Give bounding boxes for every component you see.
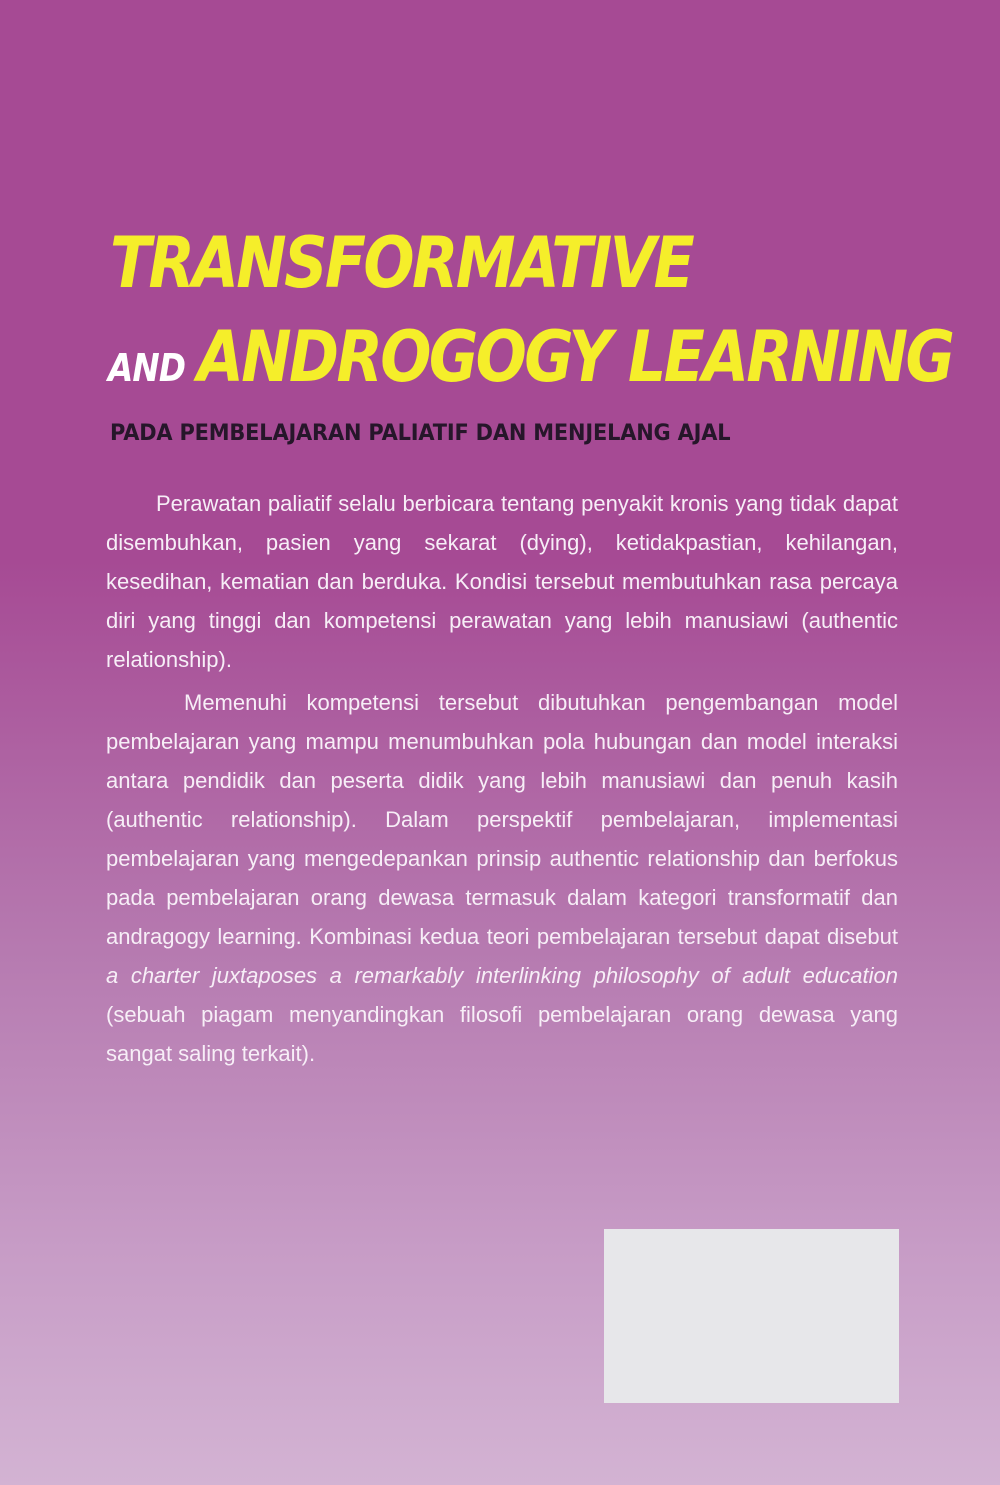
barcode-placeholder — [604, 1229, 899, 1403]
paragraph-2-text: Memenuhi kompetensi tersebut dibutuhkan pengembangan model pembelajaran yang mampu menumbuhkan pola hubungan dan model interaksi antara pendidik dan peserta didik yang lebih manusiawi dan penuh kasih (authentic relationship). Dalam perspektif pembelajaran, implementasi pembelajaran yang mengedepankan prinsip authentic relationship dan berfokus pada pembelajaran orang dewasa termasuk dalam kategori transformatif dan andragogy learning. Kombinasi kedua teori pembelajaran tersebut dapat disebut — [106, 690, 898, 949]
title-and: AND — [108, 346, 186, 390]
title-androgogy-learning: ANDROGOGY LEARNING — [197, 316, 953, 398]
paragraph-2-italic-quote: a charter juxtaposes a remarkably interlinking philosophy of adult education — [106, 963, 898, 988]
subtitle: PADA PEMBELAJARAN PALIATIF DAN MENJELANG AJAL — [110, 420, 731, 446]
title-line-1: TRANSFORMATIVE — [110, 222, 693, 304]
title-line-2 — [108, 316, 953, 398]
paragraph-2-end: (sebuah piagam menyandingkan filosofi pembelajaran orang dewasa yang sangat saling terkait). — [106, 1002, 898, 1066]
synopsis-paragraph-2 — [106, 683, 898, 1073]
synopsis-paragraph-1: Perawatan paliatif selalu berbicara tentang penyakit kronis yang tidak dapat disembuhkan, pasien yang sekarat (dying), ketidakpastian, kehilangan, kesedihan, kematian dan berduka. Kondisi tersebut membutuhkan rasa percaya diri yang tinggi dan kompetensi perawatan yang lebih manusiawi (authentic relationship). — [106, 491, 898, 672]
synopsis — [106, 484, 898, 1073]
